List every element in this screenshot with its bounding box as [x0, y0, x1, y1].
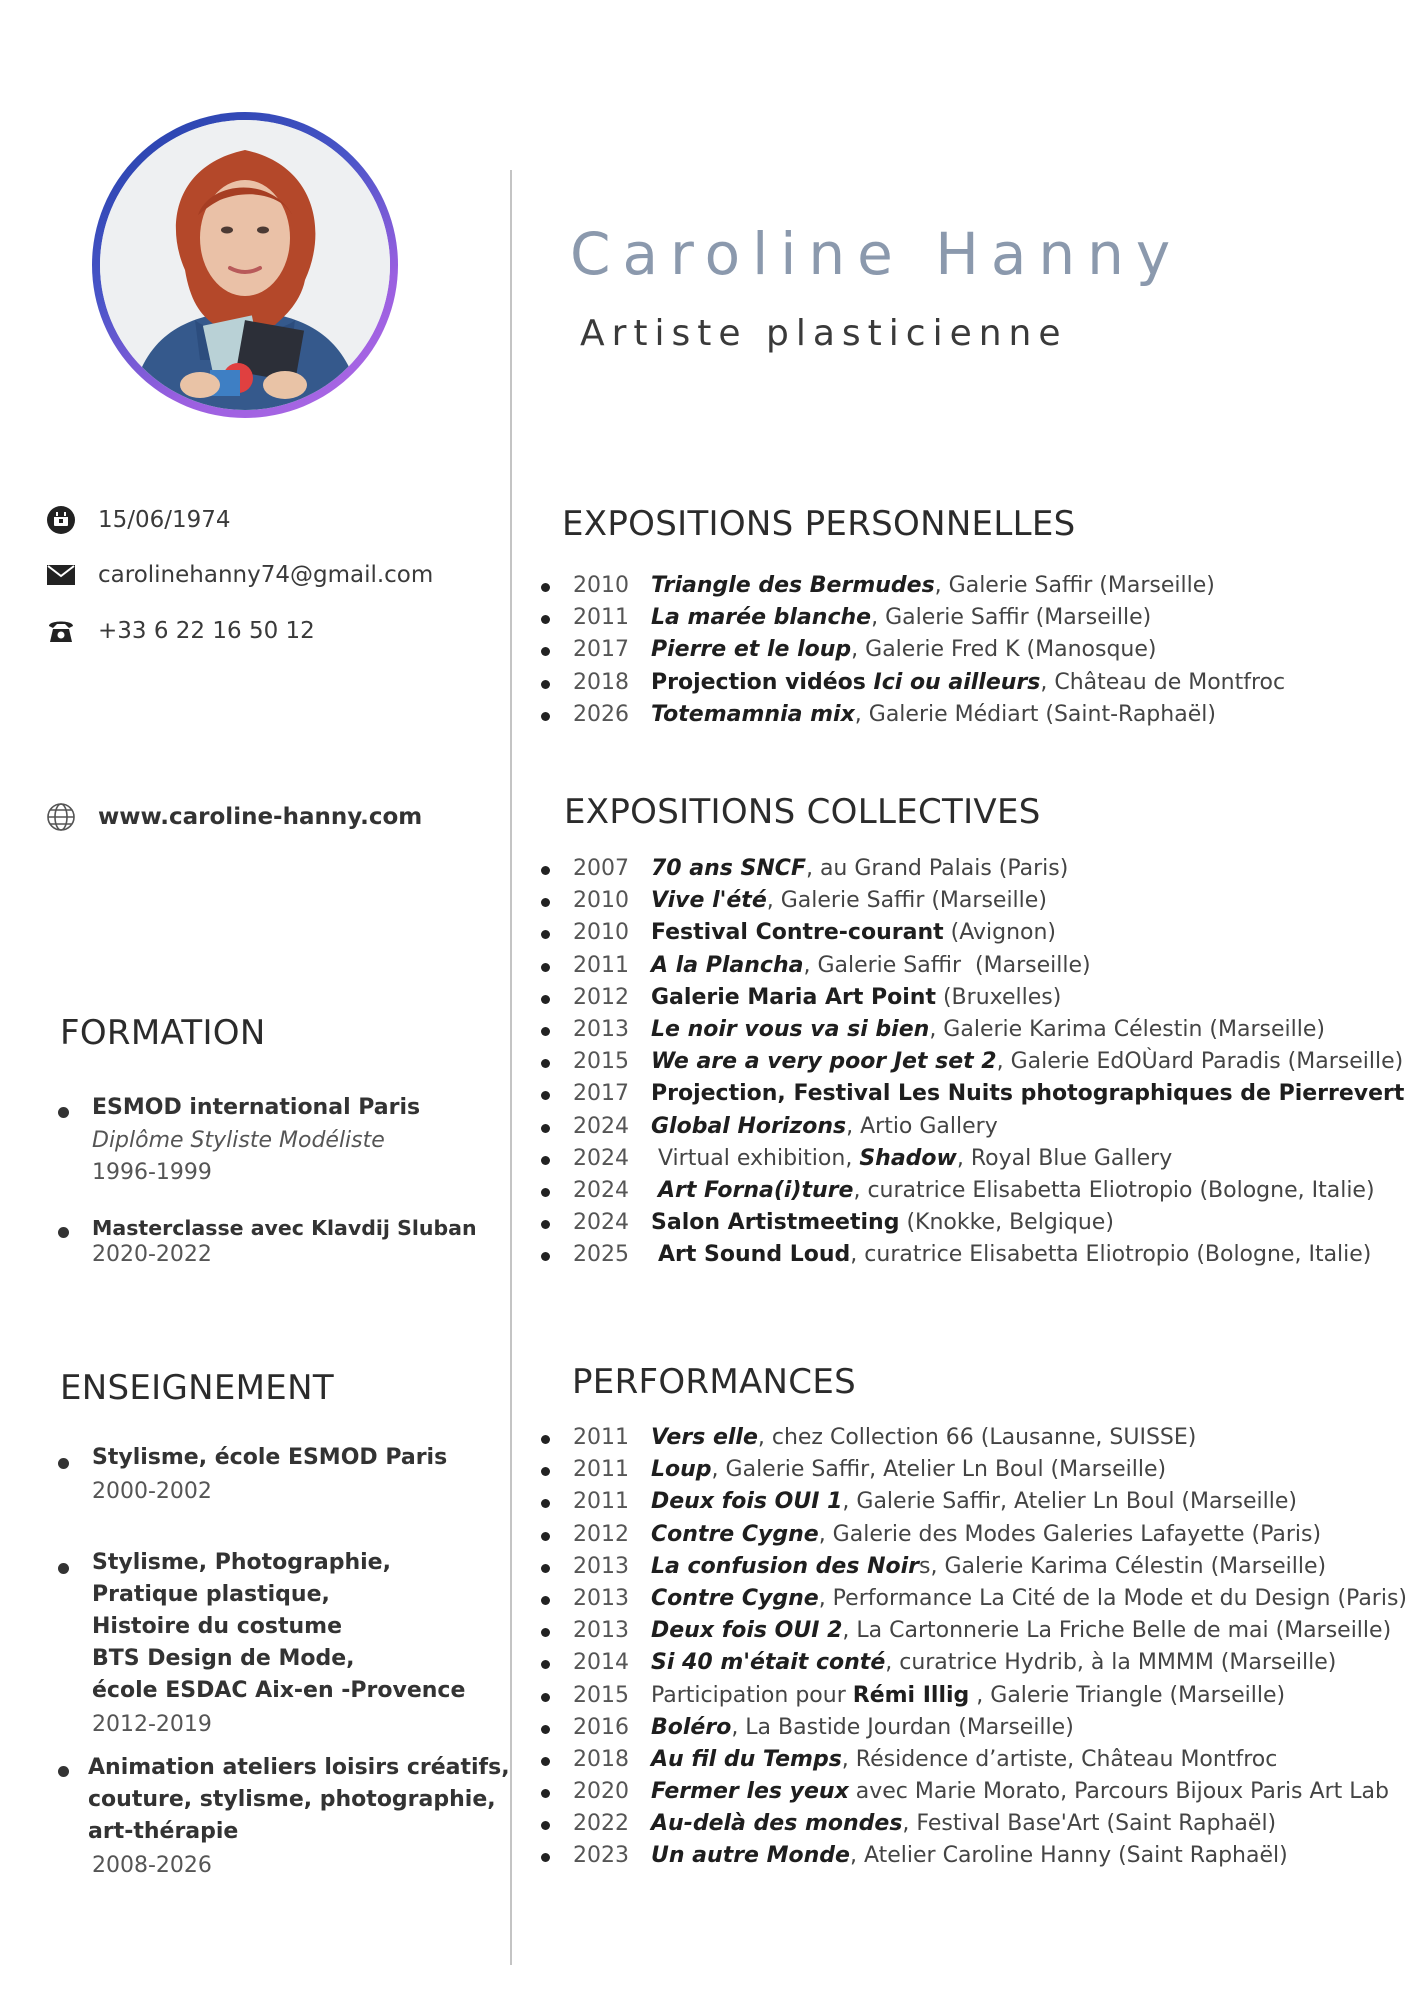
item-rest: , au Grand Palais (Paris): [805, 856, 1069, 881]
expo-coll-title: EXPOSITIONS COLLECTIVES: [564, 792, 1041, 832]
item-work: Un autre Monde: [651, 1843, 850, 1869]
item-rest: , curatrice Hydrib, à la MMMM (Marseille): [885, 1650, 1337, 1676]
bullet: [541, 1693, 550, 1702]
bullet: [541, 615, 550, 624]
bullet: [541, 1467, 550, 1476]
list-item: [535, 1680, 1407, 1712]
item-year: 2013: [573, 1585, 629, 1611]
item-year: 2016: [573, 1714, 629, 1740]
item-work: Deux fois OUI 1: [651, 1489, 843, 1515]
item-year: 2010: [573, 920, 629, 946]
item-work: Vers elle: [651, 1425, 758, 1450]
item-year: 2007: [573, 856, 629, 881]
item-bold: Art Sound Loud: [658, 1242, 851, 1268]
list-item: [535, 667, 1285, 699]
item-pre: Virtual exhibition,: [651, 1145, 860, 1171]
item-year: 2026: [573, 701, 629, 727]
email-row: [44, 555, 433, 595]
item-work: Fermer les yeux: [651, 1779, 849, 1805]
list-item: [535, 1143, 1404, 1175]
list-item: [535, 1744, 1407, 1776]
list-item: [535, 1422, 1407, 1454]
bullet: [541, 930, 550, 939]
item-work: Art Forna(i)ture: [658, 1177, 854, 1203]
bullet: [541, 1220, 550, 1229]
item-year: 2011: [573, 952, 629, 978]
list-item: [535, 917, 1404, 949]
item-rest: , Atelier Caroline Hanny (Saint Raphaël): [849, 1843, 1288, 1869]
item-year: 2013: [573, 1618, 629, 1644]
item-rest: , La Cartonnerie La Friche Belle de mai (Marseille): [842, 1618, 1392, 1644]
bullet: [541, 1628, 550, 1637]
list-item: [535, 1808, 1407, 1840]
birthdate-row: [44, 500, 231, 540]
item-year: 2011: [573, 1425, 629, 1450]
performances-list: [535, 1422, 1407, 1873]
item-year: 2010: [573, 888, 629, 914]
item-year: 2017: [573, 1081, 629, 1107]
bullet: [541, 1532, 550, 1541]
bullet: [541, 680, 550, 689]
list-item: [535, 1647, 1407, 1679]
item-year: 2014: [573, 1650, 629, 1676]
profile-photo: [92, 112, 398, 418]
mail-icon: [44, 558, 78, 592]
item-year: 2013: [573, 1553, 629, 1579]
item-work: Pierre et le loup: [651, 637, 852, 663]
item-bold: Salon Artistmeeting: [651, 1210, 900, 1236]
item-work: Vive l'été: [651, 888, 767, 914]
bullet: [541, 1252, 550, 1261]
item-rest: , Royal Blue Gallery: [956, 1145, 1173, 1171]
item-work: Ici ou ailleurs: [873, 669, 1041, 695]
list-item: [535, 1615, 1407, 1647]
bullet: [541, 1059, 550, 1068]
item-year: 2023: [573, 1843, 629, 1869]
item-year: 2024: [573, 1113, 629, 1139]
bullet: [541, 1596, 550, 1605]
bullet: [541, 1188, 550, 1197]
item-pre: [651, 1178, 658, 1203]
item-year: 2018: [573, 1746, 629, 1772]
item-year: 2010: [573, 573, 629, 598]
list-item: [535, 602, 1285, 634]
item-year: 2022: [573, 1811, 629, 1837]
item-work: La marée blanche: [651, 605, 872, 631]
bullet: [541, 995, 550, 1004]
bullet: [541, 1156, 550, 1165]
item-work: Au fil du Temps: [651, 1746, 842, 1772]
item-work: Boléro: [651, 1714, 732, 1740]
portrait-image: [100, 120, 390, 410]
performances-title: PERFORMANCES: [572, 1362, 856, 1402]
list-item: [535, 885, 1404, 917]
list-item: [535, 853, 1404, 885]
item-year: 2011: [573, 605, 629, 631]
item-year: 2011: [573, 1489, 629, 1515]
expo-perso-list: [535, 570, 1285, 731]
item-work: A la Plancha: [651, 952, 804, 978]
phone-row: [44, 611, 315, 651]
item-rest: , Galerie Saffir (Marseille): [766, 888, 1047, 914]
item-work: Le noir vous va si bien: [651, 1016, 930, 1042]
website-link[interactable]: www.caroline-hanny.com: [98, 804, 423, 830]
phone-icon: [44, 614, 78, 648]
bullet: [541, 712, 550, 721]
item-rest: , Performance La Cité de la Mode et du Design (Paris): [818, 1585, 1408, 1611]
item-year: 2017: [573, 637, 629, 663]
item-rest: , Château de Montfroc: [1040, 669, 1286, 695]
item-rest: , Festival Base'Art (Saint Raphaël): [902, 1811, 1277, 1837]
bullet: [541, 1027, 550, 1036]
item-pre: Participation pour: [651, 1682, 853, 1708]
bullet: [541, 1091, 550, 1100]
list-item: [535, 950, 1404, 982]
item-bold: Festival Contre-courant: [651, 920, 944, 946]
item-work: Contre Cygne: [651, 1585, 819, 1611]
item-work: 70 ans SNCF: [651, 856, 806, 881]
item-year: 2012: [573, 1521, 629, 1547]
enseignement-title: ENSEIGNEMENT: [60, 1368, 334, 1408]
list-item: [535, 1078, 1404, 1110]
list-item: [535, 1046, 1404, 1078]
birthdate-text: 15/06/1974: [98, 507, 231, 533]
item-rest: , Galerie Saffir (Marseille): [803, 952, 1091, 978]
item-rest: (Knokke, Belgique): [899, 1210, 1114, 1236]
item-rest: , Résidence d’artiste, Château Montfroc: [841, 1746, 1278, 1772]
bullet: [541, 1821, 550, 1830]
item-bold: Rémi Illig: [852, 1682, 970, 1708]
list-item: [535, 1175, 1404, 1207]
bullet: [541, 1660, 550, 1669]
list-item: [535, 1712, 1407, 1744]
bullet: [541, 1789, 550, 1798]
item-work: Contre Cygne: [651, 1521, 819, 1547]
item-rest: , Galerie EdOÙard Paradis (Marseille): [996, 1049, 1404, 1075]
item-bold: Projection, Festival Les Nuits photographiques de Pierrevert: [651, 1081, 1405, 1107]
list-item: [535, 1014, 1404, 1046]
item-rest: , Galerie Médiart (Saint-Raphaël): [854, 701, 1216, 727]
globe-icon: [44, 800, 78, 834]
expo-perso-title: EXPOSITIONS PERSONNELLES: [562, 504, 1076, 544]
item-rest: , Galerie Saffir, Atelier Ln Boul (Marseille): [711, 1457, 1167, 1483]
bullet: [541, 647, 550, 656]
item-rest: , Galerie Karima Célestin (Marseille): [929, 1016, 1325, 1042]
item-rest: , curatrice Elisabetta Eliotropio (Bologne, Italie): [850, 1242, 1372, 1268]
item-work: Loup: [651, 1457, 712, 1483]
item-year: 2015: [573, 1682, 629, 1708]
formation-title: FORMATION: [60, 1013, 266, 1053]
job-title: Artiste plasticienne: [580, 313, 1068, 354]
item-rest: (Bruxelles): [935, 984, 1062, 1010]
item-work: Au-delà des mondes: [651, 1811, 903, 1837]
item-rest: , Galerie Saffir (Marseille): [934, 573, 1215, 598]
list-item: [535, 1111, 1404, 1143]
list-item: [535, 1239, 1404, 1271]
item-year: 2011: [573, 1457, 629, 1483]
bullet: [541, 1499, 550, 1508]
list-item: [535, 1454, 1407, 1486]
item-year: 2024: [573, 1145, 629, 1171]
list-item: [535, 570, 1285, 602]
item-year: 2024: [573, 1177, 629, 1203]
item-year: 2020: [573, 1779, 629, 1805]
list-item: [535, 634, 1285, 666]
item-work: Shadow: [859, 1145, 957, 1171]
item-rest: , Galerie Triangle (Marseille): [969, 1682, 1286, 1708]
list-item: [535, 1840, 1407, 1872]
phone-text: +33 6 22 16 50 12: [98, 618, 315, 644]
bullet: [541, 1757, 550, 1766]
item-work: Si 40 m'était conté: [651, 1650, 886, 1676]
bullet: [541, 1435, 550, 1444]
bullet: [541, 963, 550, 972]
bullet: [541, 1853, 550, 1862]
bullet: [541, 866, 550, 875]
item-rest: , Artio Gallery: [846, 1113, 998, 1139]
item-rest: , Galerie Saffir, Atelier Ln Boul (Marseille): [842, 1489, 1297, 1515]
expo-coll-list: [535, 853, 1404, 1271]
list-item: [535, 1776, 1407, 1808]
list-item: [535, 1519, 1407, 1551]
item-work: Deux fois OUI 2: [651, 1618, 843, 1644]
item-rest: s, Galerie Karima Célestin (Marseille): [919, 1553, 1327, 1579]
list-item: [535, 982, 1404, 1014]
bullet: [541, 583, 550, 592]
bullet: [541, 1725, 550, 1734]
person-name: Caroline Hanny: [570, 220, 1183, 288]
website-row: [44, 797, 422, 837]
item-year: 2018: [573, 669, 629, 695]
list-item: [535, 1583, 1407, 1615]
list-item: [535, 1486, 1407, 1518]
calendar-icon: [44, 503, 78, 537]
item-work: Totemamnia mix: [651, 701, 855, 727]
item-rest: , La Bastide Jourdan (Marseille): [731, 1714, 1074, 1740]
item-rest: , chez Collection 66 (Lausanne, SUISSE): [757, 1425, 1197, 1450]
item-bold: Projection vidéos: [651, 669, 874, 695]
bullet: [541, 1124, 550, 1133]
item-year: 2025: [573, 1242, 629, 1268]
item-year: 2012: [573, 984, 629, 1010]
item-year: 2024: [573, 1210, 629, 1236]
item-rest: , curatrice Elisabetta Eliotropio (Bologne, Italie): [853, 1177, 1375, 1203]
item-rest: , Galerie Saffir (Marseille): [871, 605, 1152, 631]
item-rest: , Galerie des Modes Galeries Lafayette (Paris): [818, 1521, 1322, 1547]
email-link[interactable]: carolinehanny74@gmail.com: [98, 562, 434, 588]
item-work: La confusion des Noir: [651, 1553, 919, 1579]
list-item: [535, 699, 1285, 731]
list-item: [535, 1551, 1407, 1583]
item-work: Triangle des Bermudes: [651, 573, 935, 598]
list-item: [535, 1207, 1404, 1239]
item-rest: , Galerie Fred K (Manosque): [851, 637, 1157, 663]
item-rest: avec Marie Morato, Parcours Bijoux Paris Art Lab: [848, 1779, 1389, 1805]
item-year: 2013: [573, 1016, 629, 1042]
item-work: We are a very poor Jet set 2: [651, 1049, 997, 1075]
item-pre: [651, 1242, 658, 1267]
item-bold: Galerie Maria Art Point: [651, 984, 936, 1010]
item-work: Global Horizons: [651, 1113, 847, 1139]
bullet: [541, 1564, 550, 1573]
item-year: 2015: [573, 1049, 629, 1075]
item-rest: (Avignon): [943, 920, 1057, 946]
column-divider: [510, 170, 512, 1965]
bullet: [541, 898, 550, 907]
